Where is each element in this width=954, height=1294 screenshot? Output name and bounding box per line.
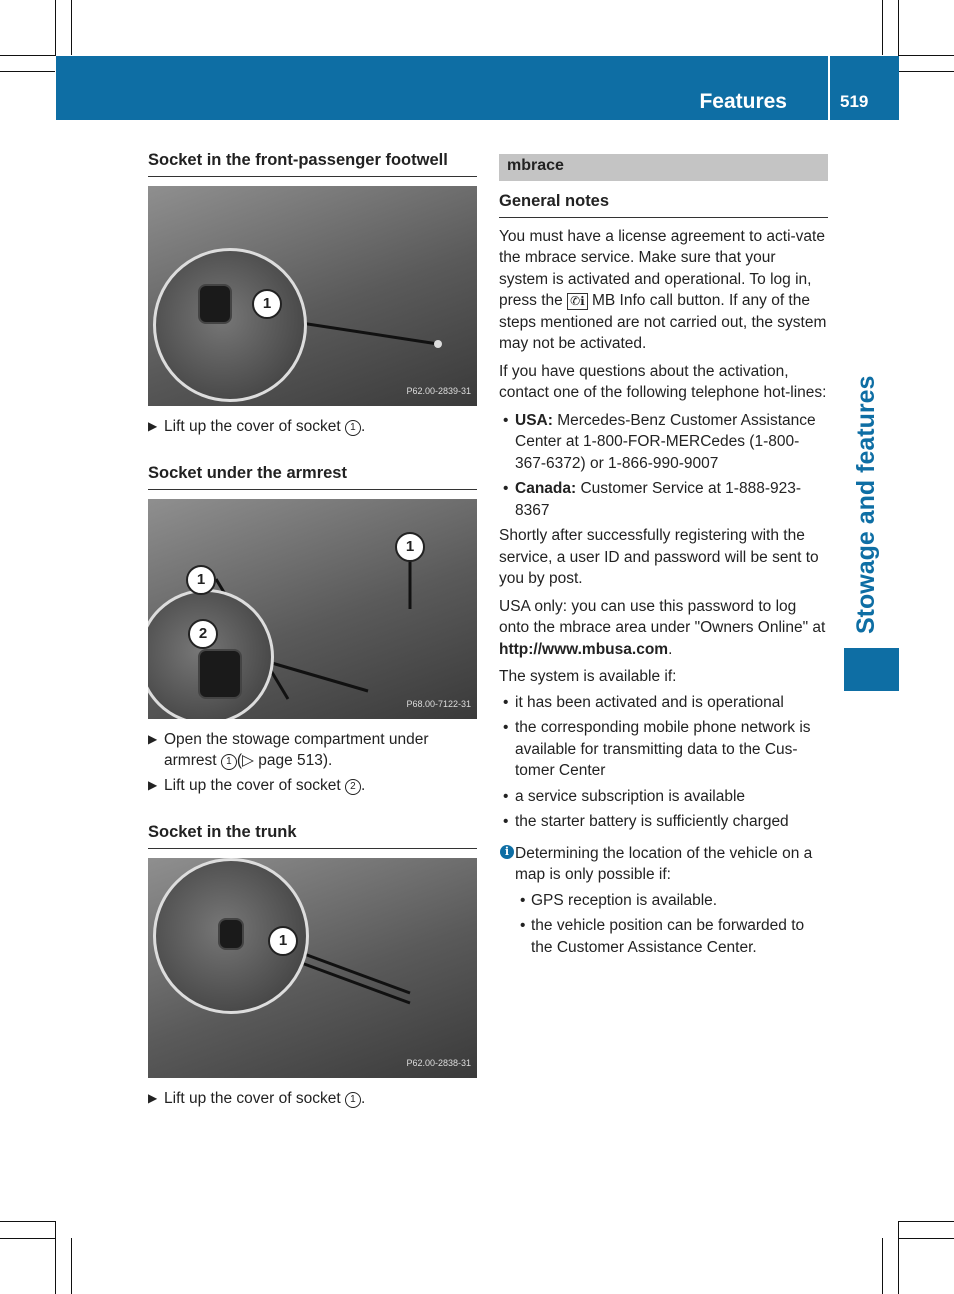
callout-1: 1 bbox=[268, 926, 298, 956]
list-item: • the corresponding mobile phone network is available for transmitting data to the Cus-tomer Center bbox=[503, 719, 811, 779]
magnifier-circle bbox=[153, 248, 307, 402]
heading-armrest-socket: Socket under the armrest bbox=[148, 463, 477, 490]
crop-mark bbox=[0, 55, 56, 56]
list-item: • a service subscription is available bbox=[503, 787, 746, 805]
page-number: 519 bbox=[840, 92, 869, 111]
callout-1: 1 bbox=[252, 289, 282, 319]
list-item: • Canada: Customer Service at 1-888-923-8367 bbox=[503, 480, 802, 519]
left-column bbox=[148, 150, 477, 1109]
list-item: • GPS reception is available. bbox=[520, 891, 718, 909]
crop-mark bbox=[71, 0, 72, 55]
callout-2: 2 bbox=[188, 619, 218, 649]
mbusa-link[interactable]: http://www.mbusa.com bbox=[499, 640, 669, 658]
list-item: • it has been activated and is operational bbox=[503, 693, 784, 711]
ref-number: 1 bbox=[345, 1092, 361, 1108]
crop-mark bbox=[899, 55, 954, 56]
crop-mark bbox=[898, 1221, 899, 1294]
list-item: • the starter battery is sufficiently charged bbox=[503, 813, 789, 830]
socket-icon bbox=[198, 284, 232, 324]
crop-mark bbox=[898, 0, 899, 56]
ref-number: 2 bbox=[345, 779, 361, 795]
ref-number: 1 bbox=[221, 754, 237, 770]
paragraph: USA only: you can use this password to log onto the mbrace area under "Owners Online" at http://www.mbusa.com. bbox=[499, 597, 826, 658]
instruction-step: ▶ Open the stowage compartment under armrest 1 (▷ page 513). bbox=[148, 730, 429, 769]
heading-footwell-socket: Socket in the front-passenger footwell bbox=[148, 150, 477, 177]
paragraph: You must have a license agreement to acti-vate the mbrace service. Make sure that your system is activated and operational. To log in, press the ✆ℹ MB Info call button. If any of the steps mentioned are not carried out, the system may not be activated. bbox=[499, 227, 827, 352]
paragraph: If you have questions about the activation, contact one of the following telephone hot-lines: bbox=[499, 362, 827, 401]
instruction-step: ▶ Lift up the cover of socket 1 . bbox=[148, 1088, 477, 1110]
callout-1: 1 bbox=[186, 565, 216, 595]
section-heading-mbrace: mbrace bbox=[499, 154, 828, 181]
conditions-list bbox=[499, 692, 828, 833]
paragraph: The system is available if: bbox=[499, 668, 677, 685]
arrow-icon: ▶ bbox=[148, 777, 158, 792]
footwell-socket-photo bbox=[148, 186, 477, 406]
crop-mark bbox=[882, 0, 883, 55]
socket-icon bbox=[218, 918, 244, 950]
phone-info-icon: ✆ℹ bbox=[567, 293, 588, 310]
list-item: • USA: Mercedes-Benz Customer Assistance Center at 1-800-FOR-MERCedes (1-800-367-6372) or 1-866-990-9007 bbox=[503, 411, 816, 472]
right-column bbox=[499, 154, 828, 958]
header-bar bbox=[56, 56, 899, 120]
image-reference: P62.00-2839-31 bbox=[406, 386, 471, 396]
info-icon: i bbox=[500, 845, 514, 859]
ref-number: 1 bbox=[345, 420, 361, 436]
crop-mark bbox=[882, 1238, 883, 1294]
crop-mark bbox=[0, 1221, 56, 1222]
callout-1: 1 bbox=[395, 532, 425, 562]
crop-mark bbox=[55, 1221, 56, 1294]
info-note: i Determining the location of the vehicle on a map is only possible if: bbox=[499, 843, 828, 886]
subheading-general-notes: General notes bbox=[499, 191, 828, 218]
info-list bbox=[499, 890, 828, 959]
image-reference: P62.00-2838-31 bbox=[406, 1058, 471, 1068]
crop-mark bbox=[899, 1238, 954, 1239]
crop-mark bbox=[899, 1221, 954, 1222]
chapter-tab-marker bbox=[844, 648, 899, 691]
arrow-icon: ▶ bbox=[148, 731, 158, 746]
socket-icon bbox=[198, 649, 242, 699]
image-reference: P68.00-7122-31 bbox=[406, 699, 471, 709]
armrest-socket-photo bbox=[148, 499, 477, 719]
arrow-icon: ▶ bbox=[148, 418, 158, 433]
list-item: • the vehicle position can be forwarded to the Customer Assistance Center. bbox=[520, 917, 805, 956]
crop-mark bbox=[55, 0, 56, 56]
crop-mark bbox=[71, 1238, 72, 1294]
chapter-tab-label: Stowage and features bbox=[852, 375, 880, 634]
crop-mark bbox=[0, 71, 55, 72]
heading-trunk-socket: Socket in the trunk bbox=[148, 822, 477, 849]
section-title: Features bbox=[699, 90, 787, 113]
instruction-step: ▶ Lift up the cover of socket 1 . bbox=[148, 416, 477, 438]
instruction-step: ▶ Lift up the cover of socket 2 . bbox=[148, 775, 477, 797]
paragraph: Shortly after successfully registering with the service, a user ID and password will be sent to you by post. bbox=[499, 527, 819, 587]
crop-mark bbox=[0, 1238, 55, 1239]
crop-mark bbox=[899, 71, 954, 72]
arrow-icon: ▶ bbox=[148, 1090, 158, 1105]
header-divider bbox=[828, 56, 830, 120]
trunk-socket-photo bbox=[148, 858, 477, 1078]
